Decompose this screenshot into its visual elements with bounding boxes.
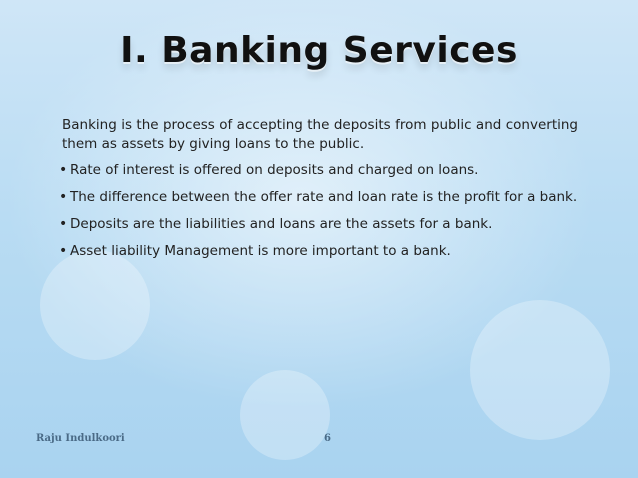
bullet-text: Rate of interest is offered on deposits and charged on loans. <box>70 162 479 178</box>
background-bokeh <box>470 300 610 440</box>
bullet-text: Asset liability Management is more important to a bank. <box>70 243 451 259</box>
background-bokeh <box>240 370 330 460</box>
bullet-icon: • <box>59 189 68 205</box>
bullet-icon: • <box>59 162 68 178</box>
bullet-list <box>59 161 578 261</box>
list-item <box>59 242 578 261</box>
page-number: 6 <box>324 433 331 444</box>
list-item <box>59 215 578 234</box>
bullet-icon: • <box>59 216 68 232</box>
slide-title: I. Banking Services <box>120 30 518 71</box>
bullet-icon: • <box>59 243 68 259</box>
list-item <box>59 188 578 207</box>
slide-body <box>59 116 578 269</box>
footer-author: Raju Indulkoori <box>36 433 125 444</box>
bullet-text: Deposits are the liabilities and loans are the assets for a bank. <box>70 216 493 232</box>
bullet-text: The difference between the offer rate and loan rate is the profit for a bank. <box>70 189 578 205</box>
intro-paragraph: Banking is the process of accepting the deposits from public and converting them as assets by giving loans to the public. <box>62 117 578 152</box>
list-item <box>59 161 578 180</box>
